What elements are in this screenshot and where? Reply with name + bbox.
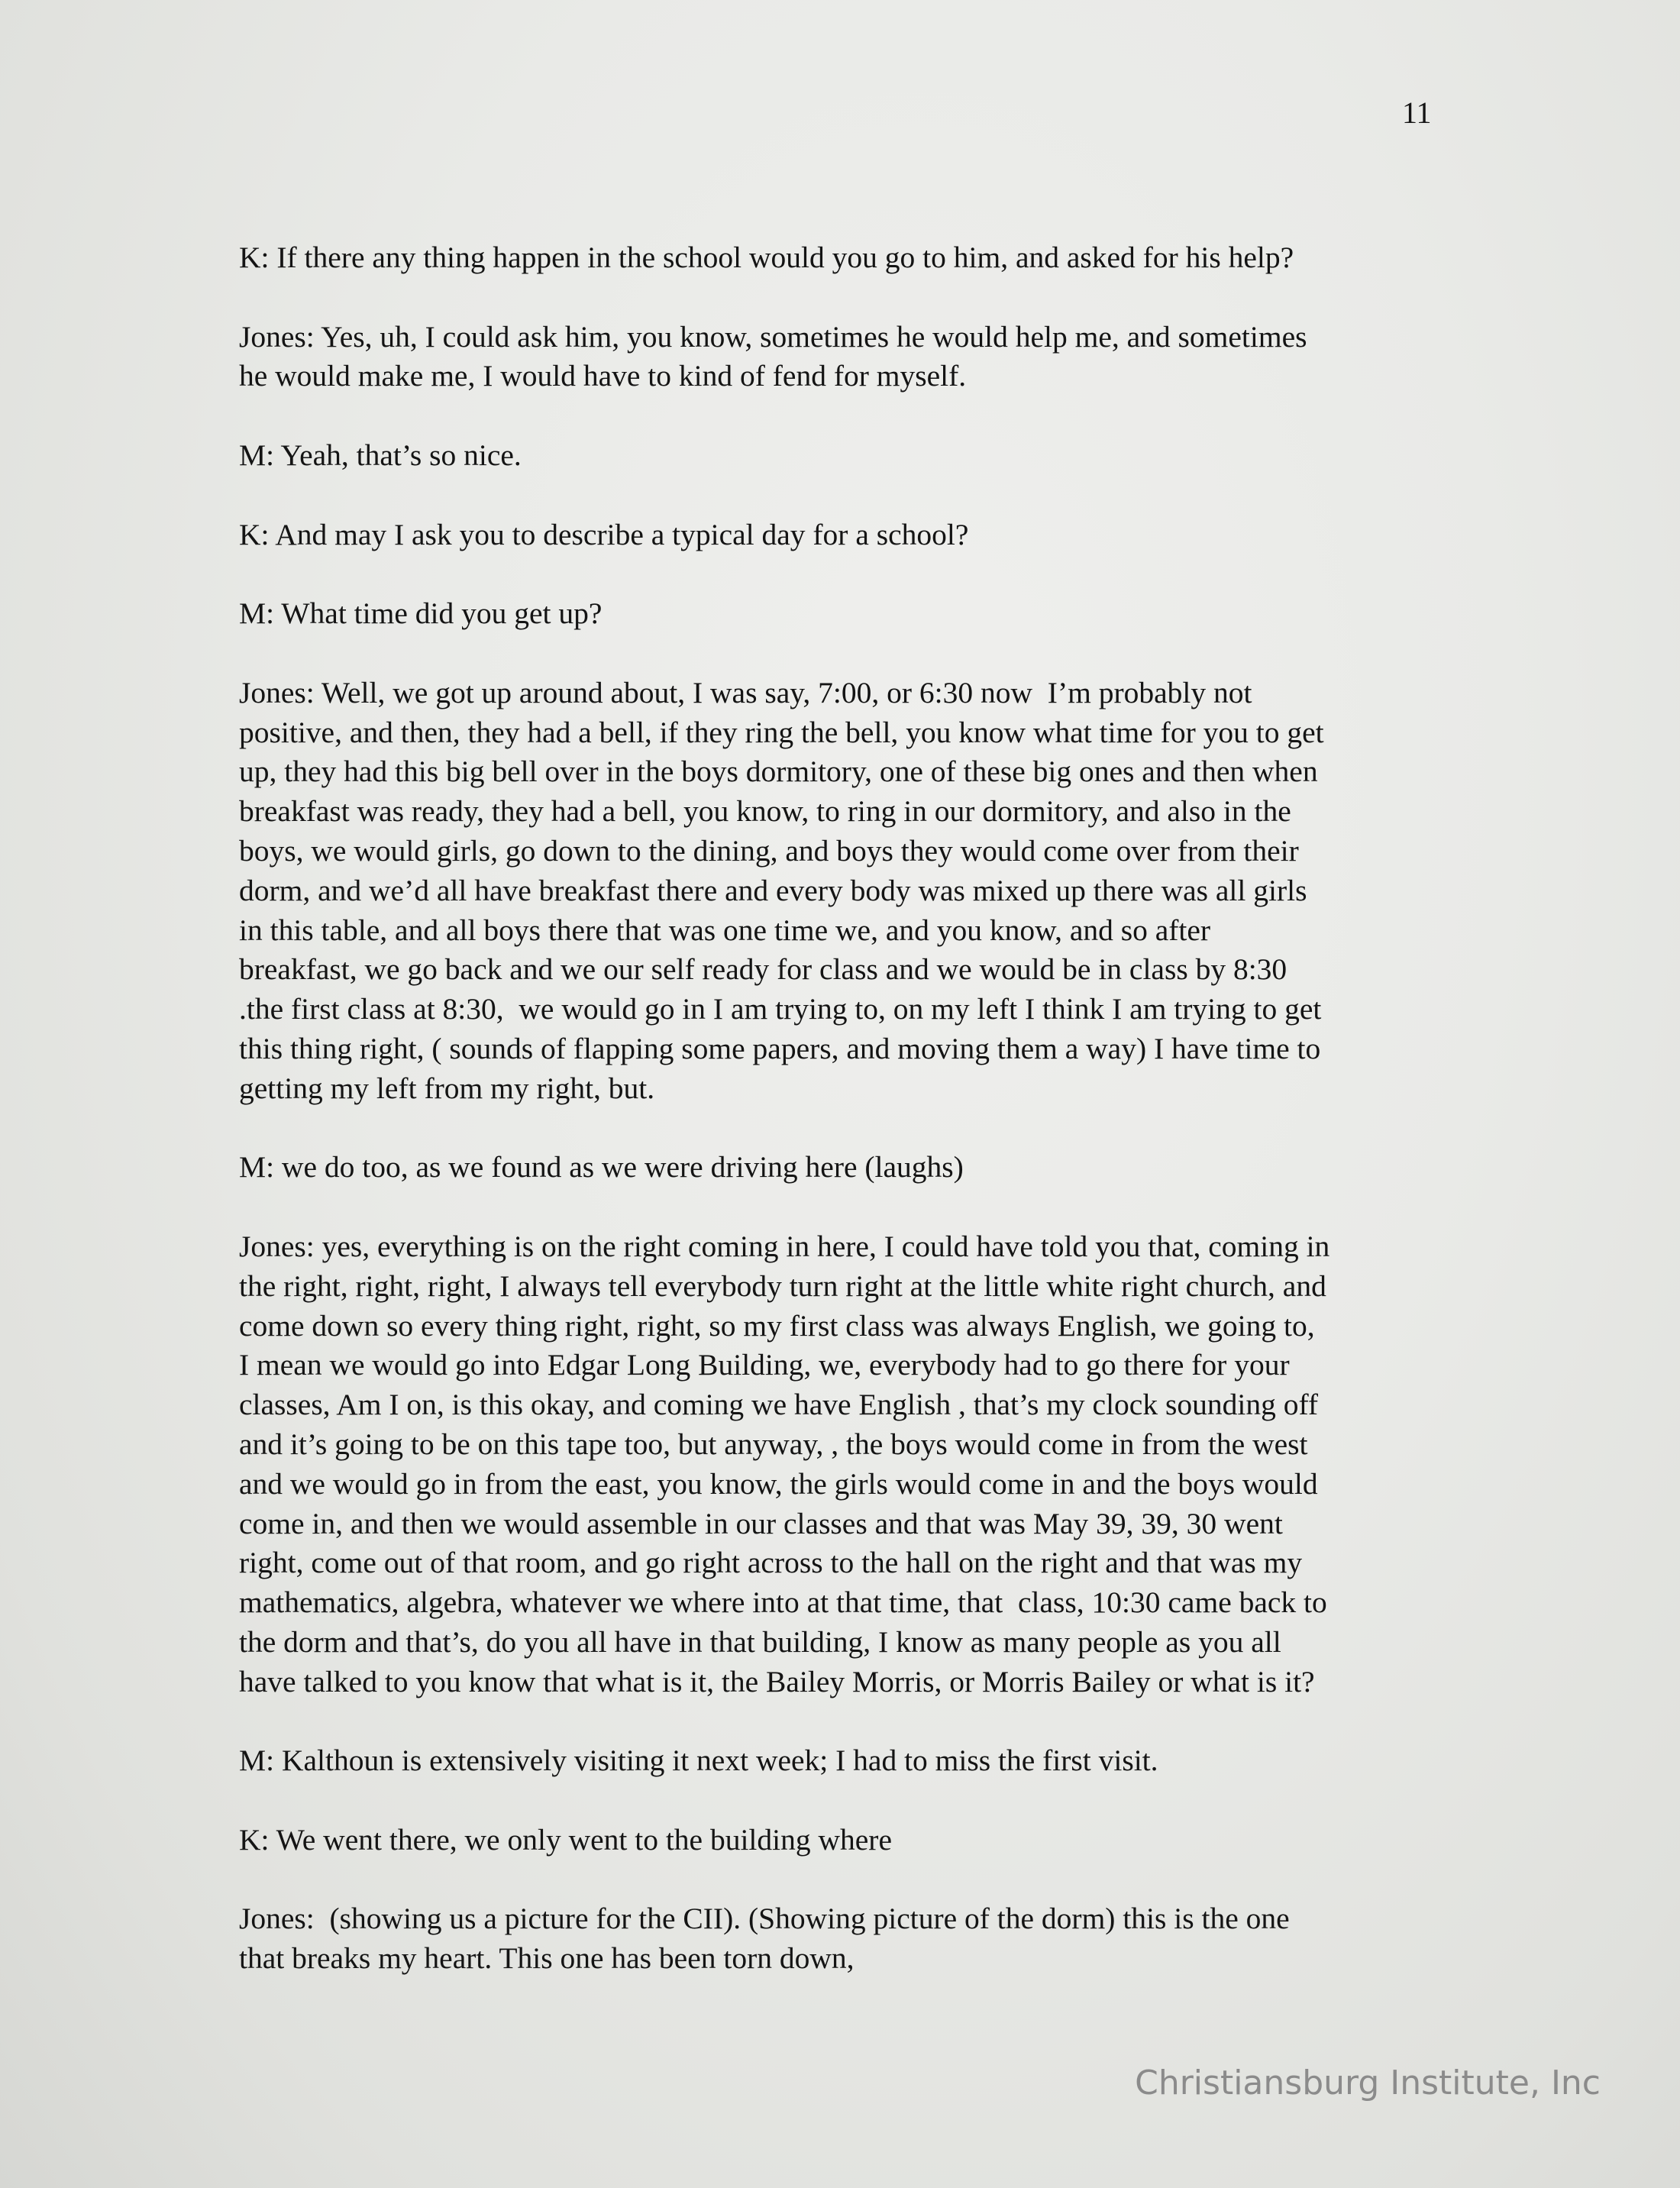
transcript-line: .the first class at 8:30, we would go in I am trying to, on my left I think I am trying to get [239,992,1322,1026]
transcript-line: this thing right, ( sounds of flapping some papers, and moving them a way) I have time to [239,1031,1321,1065]
transcript-line: M: Yeah, that’s so nice. [239,438,522,472]
watermark: Christiansburg Institute, Inc [1135,2064,1601,2102]
transcript-line: in this table, and all boys there that was one time we, and you know, and so after [239,913,1211,947]
transcript-paragraph [239,1899,1446,1979]
transcript-line: K: We went there, we only went to the building where [239,1822,892,1857]
transcript-line: come down so every thing right, right, so my first class was always English, we going to, [239,1308,1315,1343]
transcript-line: K: And may I ask you to describe a typical day for a school? [239,517,969,551]
transcript-line: right, come out of that room, and go right across to the hall on the right and that was my [239,1546,1303,1580]
transcript-line: up, they had this big bell over in the boys dormitory, one of these big ones and then when [239,755,1318,789]
transcript-line: Jones: Yes, uh, I could ask him, you know, sometimes he would help me, and sometimes [239,319,1307,354]
transcript-line: classes, Am I on, is this okay, and coming we have English , that’s my clock sounding off [239,1388,1319,1422]
transcript-line: Jones: Well, we got up around about, I was say, 7:00, or 6:30 now I’m probably not [239,675,1252,709]
transcript-line: the dorm and that’s, do you all have in that building, I know as many people as you all [239,1624,1281,1659]
transcript-paragraph [239,238,1446,278]
transcript-body [239,238,1446,2018]
transcript-paragraph [239,1821,1446,1860]
page-number: 11 [1402,95,1432,130]
transcript-paragraph [239,318,1446,397]
transcript-line: breakfast, we go back and we our self ready for class and we would be in class by 8:30 [239,952,1287,987]
transcript-line: M: What time did you get up? [239,596,603,631]
transcript-paragraph [239,1741,1446,1781]
transcript-paragraph [239,1148,1446,1188]
transcript-paragraph [239,436,1446,476]
transcript-line: Jones: (showing us a picture for the CII). (Showing picture of the dorm) this is the one [239,1902,1290,1936]
transcript-line: M: Kalthoun is extensively visiting it next week; I had to miss the first visit. [239,1744,1158,1778]
transcript-paragraph [239,674,1446,1109]
transcript-line: come in, and then we would assemble in our classes and that was May 39, 39, 30 went [239,1506,1283,1540]
transcript-line: Jones: yes, everything is on the right coming in here, I could have told you that, coming in [239,1229,1330,1263]
transcript-line: dorm, and we’d all have breakfast there and every body was mixed up there was all girls [239,873,1307,907]
transcript-line: he would make me, I would have to kind of fend for myself. [239,359,967,393]
transcript-line: and we would go in from the east, you know, the girls would come in and the boys would [239,1466,1318,1501]
transcript-paragraph [239,515,1446,555]
transcript-line: K: If there any thing happen in the school would you go to him, and asked for his help? [239,241,1294,274]
transcript-line: boys, we would girls, go down to the dining, and boys they would come over from their [239,833,1299,868]
transcript-line: that breaks my heart. This one has been torn down, [239,1941,855,1976]
transcript-paragraph [239,594,1446,634]
transcript-line: positive, and then, they had a bell, if they ring the bell, you know what time for you to get [239,715,1324,749]
transcript-line: the right, right, right, I always tell everybody turn right at the little white right church, and [239,1269,1326,1303]
transcript-line: I mean we would go into Edgar Long Building, we, everybody had to go there for your [239,1348,1290,1382]
transcript-line: and it’s going to be on this tape too, but anyway, , the boys would come in from the west [239,1427,1308,1461]
transcript-line: getting my left from my right, but. [239,1071,655,1105]
transcript-line: mathematics, algebra, whatever we where into at that time, that class, 10:30 came back to [239,1585,1327,1620]
transcript-line: have talked to you know that what is it, the Bailey Morris, or Morris Bailey or what is it? [239,1664,1315,1698]
transcript-paragraph [239,1227,1446,1702]
transcript-line: M: we do too, as we found as we were driving here (laughs) [239,1150,964,1184]
transcript-line: breakfast was ready, they had a bell, you know, to ring in our dormitory, and also in the [239,794,1291,829]
